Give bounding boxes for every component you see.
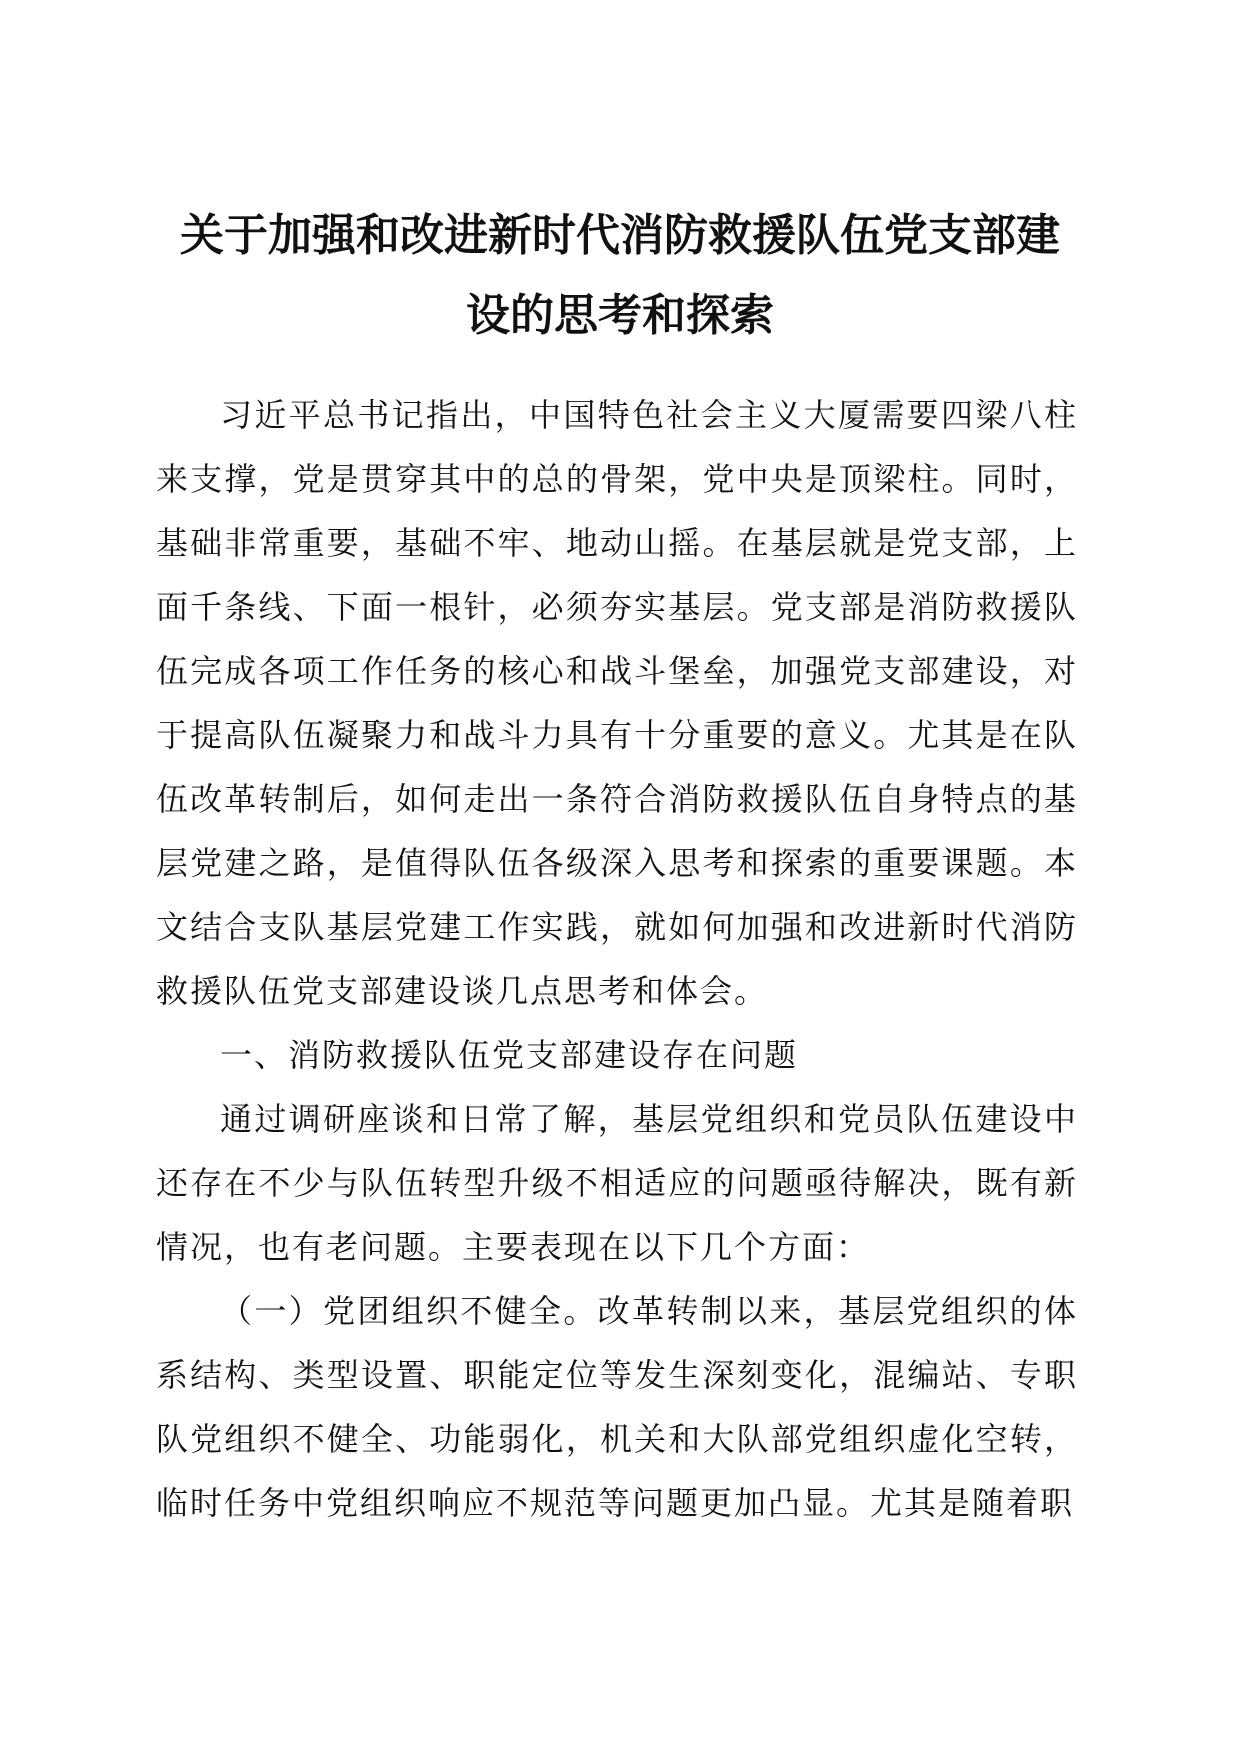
- title-line-2: 设的思考和探索: [466, 290, 774, 341]
- title-line-1: 关于加强和改进新时代消防救援队伍党支部建: [180, 210, 1060, 261]
- document-title: [150, 196, 1090, 356]
- subsection-paragraph: （一）党团组织不健全。改革转制以来，基层党组织的体系结构、类型设置、职能定位等发生深刻变化，混编站、专职队党组织不健全、功能弱化，机关和大队部党组织虚化空转，临时任务中党组织响应不规范等问题更加凸显。尤其是随着职: [156, 1292, 1078, 1522]
- section-heading: 一、消防救援队伍党支部建设存在问题: [220, 1036, 799, 1074]
- document-body: [156, 383, 1078, 1535]
- section-paragraph: 通过调研座谈和日常了解，基层党组织和党员队伍建设中还存在不少与队伍转型升级不相适应的问题亟待解决，既有新情况，也有老问题。主要表现在以下几个方面：: [156, 1100, 1078, 1266]
- intro-paragraph: 习近平总书记指出，中国特色社会主义大厦需要四梁八柱来支撑，党是贯穿其中的总的骨架，党中央是顶梁柱。同时，基础非常重要，基础不牢、地动山摇。在基层就是党支部，上面千条线、下面一根针，必须夯实基层。党支部是消防救援队伍完成各项工作任务的核心和战斗堡垒，加强党支部建设，对于提高队伍凝聚力和战斗力具有十分重要的意义。尤其是在队伍改革转制后，如何走出一条符合消防救援队伍自身特点的基层党建之路，是值得队伍各级深入思考和探索的重要课题。本文结合支队基层党建工作实践，就如何加强和改进新时代消防救援队伍党支部建设谈几点思考和体会。: [156, 396, 1078, 1010]
